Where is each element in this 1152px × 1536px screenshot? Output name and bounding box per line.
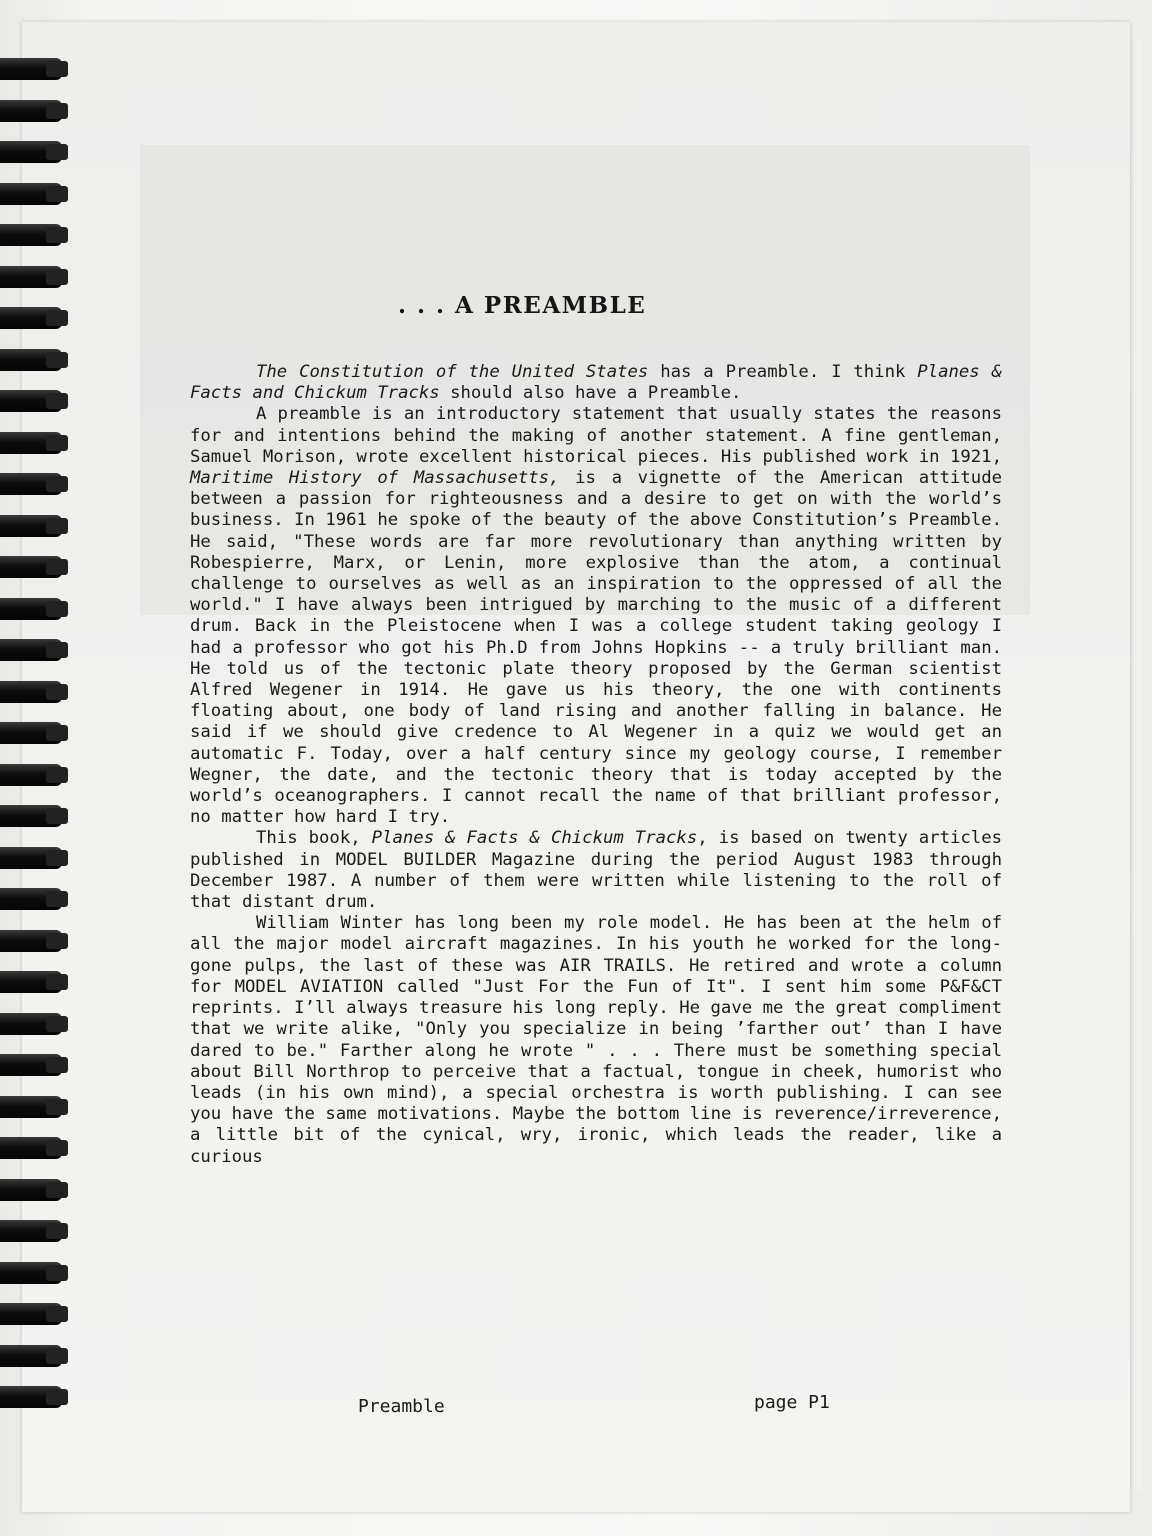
binding-coil — [0, 224, 62, 246]
paragraph — [190, 913, 1002, 1167]
binding-coil — [0, 681, 62, 703]
footer-section-name: Preamble — [358, 1396, 445, 1417]
binding-coil — [0, 1054, 62, 1076]
binding-coil — [0, 183, 62, 205]
binding-coil — [0, 141, 62, 163]
binding-coil — [0, 390, 62, 412]
page-title: . . . A PREAMBLE — [398, 292, 647, 319]
text-run: William Winter has long been my role model. He has been at the helm of all the major model aircraft magazines. In his youth he worked for the long-gone pulps, the last of these was AIR TRAILS. He retired and wrote a column for MODEL AVIATION called "Just For the Fun of It". I sent him some P&F&CT reprints. I’ll always treasure his long reply. He gave me the great compliment that we write alike, "Only you specialize in being ’farther out’ than I have dared to be." Farther along he wrote " . . . There must be something special about Bill Northrop to perceive that a factual, tongue in cheek, humorist who leads (in his own mind), a special orchestra is worth publishing. I can see you have the same motivations. Maybe the bottom line is reverence/irreverence, a little bit of the cynical, wry, ironic, which leads the reader, like a curious — [190, 913, 1002, 1167]
paragraph — [190, 362, 1002, 404]
text-run: has a Preamble. I think — [648, 362, 918, 382]
text-run: should also have a Preamble. — [439, 383, 742, 404]
binding-coil — [0, 764, 62, 786]
italic-title-text: Planes & Facts and Chickum Tracks — [190, 362, 1002, 404]
text-run: This book, — [256, 828, 372, 849]
binding-coil — [0, 1345, 62, 1367]
binding-coil — [0, 515, 62, 537]
binding-coil — [0, 847, 62, 869]
text-run: is a vignette of the American attitude between a passion for righteousness and a desire to get on with the world’s business. In 1961 he spoke of the beauty of the above Constitution’s Preamble. He said, "These words are far more revolutionary than anything written by Robespierre, Marx, or Lenin, more explosive than the atom, a continual challenge to ourselves as well as an inspiration to the oppressed of all the world." I have always been intrigued by marching to the music of a different drum. Back in the Pleistocene when I was a college student taking geology I had a professor who got his Ph.D from Johns Hopkins -- a truly brilliant man. He told us of the tectonic plate theory proposed by the German scientist Alfred Wegener in 1914. He gave us his theory, the one with continents floating about, one body of land rising and another falling in balance. He said if we should give credence to Al Wegener in a quiz we would get an automatic F. Today, over a half century since my geology course, I remember Wegner, the date, and the tectonic theory that is today accepted by the world’s oceanographers. I cannot recall the name of that brilliant professor, no matter how hard I try. — [190, 468, 1003, 828]
binding-coil — [0, 639, 62, 661]
paragraph — [190, 404, 1002, 828]
paragraph — [190, 828, 1002, 913]
binding-coil — [0, 598, 62, 620]
binding-coil — [0, 100, 62, 122]
binding-coil — [0, 971, 62, 993]
text-run: A preamble is an introductory statement that usually states the reasons for and intentions behind the making of another statement. A fine gentleman, Samuel Morison, wrote excellent historical pieces. His published work in 1921, — [190, 404, 1002, 467]
binding-coil — [0, 888, 62, 910]
body-text — [190, 362, 1002, 1168]
text-run: , is based on twenty articles published in MODEL BUILDER Magazine during the period August 1983 through December 1987. A number of them were written while listening to the roll of that distant drum. — [190, 828, 1003, 913]
binding-coil — [0, 722, 62, 744]
italic-title-text: The Constitution of the United States — [256, 362, 649, 382]
binding-coil — [0, 1303, 62, 1325]
binding-coil — [0, 556, 62, 578]
binding-coil — [0, 1262, 62, 1284]
binding-coil — [0, 1137, 62, 1159]
binding-coil — [0, 432, 62, 454]
binding-coil — [0, 805, 62, 827]
footer-page-number: page P1 — [754, 1392, 830, 1413]
italic-title-text: Planes & Facts & Chickum Tracks — [371, 828, 698, 849]
binding-coil — [0, 1220, 62, 1242]
binding-coil — [0, 1013, 62, 1035]
binding-coil — [0, 266, 62, 288]
binding-coil — [0, 58, 62, 80]
binding-coil — [0, 1179, 62, 1201]
spiral-binding — [0, 58, 70, 1508]
binding-coil — [0, 349, 62, 371]
binding-coil — [0, 1096, 62, 1118]
binding-coil — [0, 307, 62, 329]
italic-title-text: Maritime History of Massachusetts, — [190, 468, 560, 489]
binding-coil — [0, 930, 62, 952]
binding-coil — [0, 1386, 62, 1408]
binding-coil — [0, 473, 62, 495]
